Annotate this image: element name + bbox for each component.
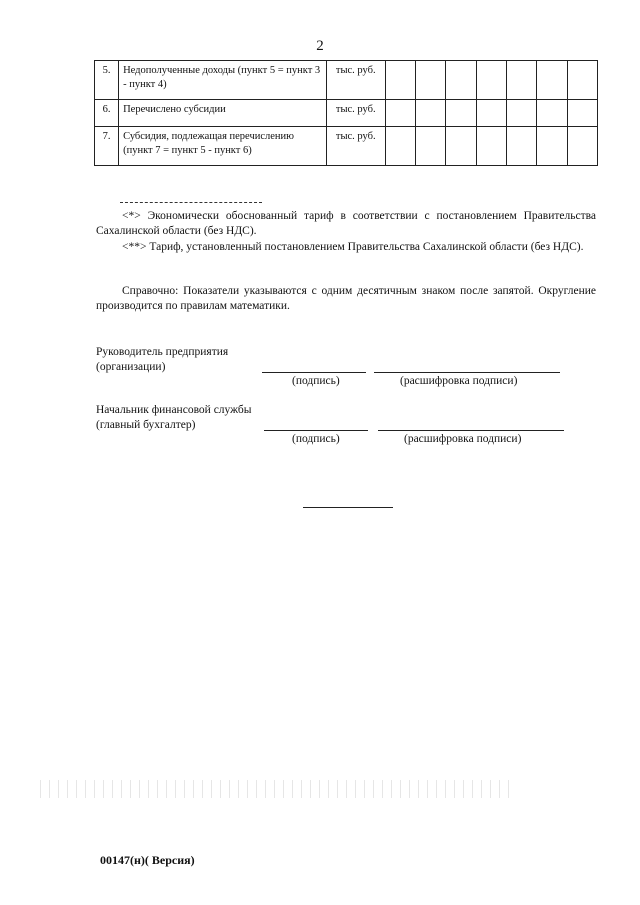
footnote-separator: [120, 202, 262, 203]
row-unit: тыс. руб.: [326, 100, 385, 127]
row-name: Недополученные доходы (пункт 5 = пункт 3 - пункт 4): [119, 61, 327, 100]
head-sign-caption: (подпись): [292, 375, 340, 387]
value-cell: [416, 100, 446, 127]
value-cell: [476, 100, 506, 127]
value-cell: [446, 100, 476, 127]
end-of-document-rule: [303, 507, 393, 508]
row-number: 6.: [95, 100, 119, 127]
footnote-2-text: <**> Тариф, установленный постановлением Правительства Сахалинской области (без НДС).: [122, 241, 584, 253]
reference-note-text: Справочно: Показатели указываются с одним десятичным знаком после запятой. Округление производится по правилам математики.: [96, 285, 596, 312]
page-number: 2: [316, 38, 324, 54]
footnote-2: [96, 240, 596, 255]
value-cell: [567, 127, 597, 166]
row-number: 7.: [95, 127, 119, 166]
row-name: Перечислено субсидии: [119, 100, 327, 127]
finance-name-caption: (расшифровка подписи): [404, 433, 522, 445]
table-row: [95, 100, 598, 127]
value-cell: [537, 100, 567, 127]
reference-note: [96, 284, 596, 314]
value-cell: [416, 127, 446, 166]
scan-noise: [40, 780, 510, 798]
value-cell: [416, 61, 446, 100]
finance-title-line2: (главный бухгалтер): [96, 419, 196, 431]
value-cell: [537, 127, 567, 166]
value-cell: [385, 61, 415, 100]
value-cell: [476, 61, 506, 100]
finance-sign-caption: (подпись): [292, 433, 340, 445]
value-cell: [385, 127, 415, 166]
value-cell: [446, 61, 476, 100]
head-signature-line: [262, 372, 366, 373]
row-unit: тыс. руб.: [326, 127, 385, 166]
head-title-line1: Руководитель предприятия: [96, 346, 229, 358]
value-cell: [476, 127, 506, 166]
value-cell: [385, 100, 415, 127]
value-cell: [507, 100, 537, 127]
table-row: [95, 61, 598, 100]
head-title-line2: (организации): [96, 361, 166, 373]
value-cell: [567, 100, 597, 127]
value-cell: [507, 127, 537, 166]
finance-signature-line: [264, 430, 368, 431]
value-cell: [567, 61, 597, 100]
row-number: 5.: [95, 61, 119, 100]
row-name: Субсидия, подлежащая перечислению (пункт 7 = пункт 5 - пункт 6): [119, 127, 327, 166]
row-unit: тыс. руб.: [326, 61, 385, 100]
document-code: 00147(н)( Версия): [100, 853, 195, 867]
finance-name-line: [378, 430, 564, 431]
value-cell: [507, 61, 537, 100]
indicators-table: [94, 60, 598, 166]
value-cell: [446, 127, 476, 166]
table-row: [95, 127, 598, 166]
footnote-1: [96, 209, 596, 239]
head-name-caption: (расшифровка подписи): [400, 375, 518, 387]
footnote-1-text: <*> Экономически обоснованный тариф в соответствии с постановлением Правительства Сахалинской области (без НДС).: [96, 210, 596, 237]
finance-title-line1: Начальник финансовой службы: [96, 404, 252, 416]
value-cell: [537, 61, 567, 100]
head-name-line: [374, 372, 560, 373]
